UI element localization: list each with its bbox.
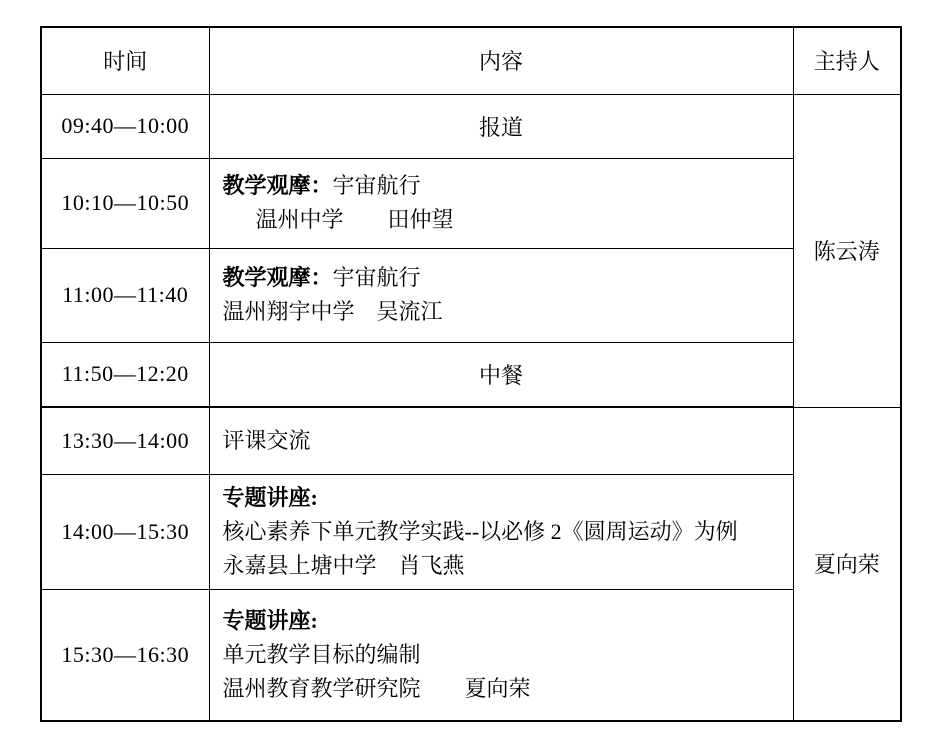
table-row [41, 94, 901, 158]
content-line: 永嘉县上塘中学 肖飞燕 [222, 552, 465, 578]
host-cell-chen: 陈云涛 [793, 94, 901, 407]
table-row [41, 407, 901, 474]
content-heading-line [223, 481, 785, 515]
table-header-row [41, 27, 901, 94]
schedule-table [40, 26, 902, 722]
time-cell: 15:30—16:30 [41, 589, 209, 721]
content-line: 评课交流 [222, 427, 311, 453]
content-line: 单元教学目标的编制 [222, 641, 421, 667]
table-row [41, 474, 901, 589]
table-row [41, 158, 901, 248]
content-line: 温州教育教学研究院 夏向荣 [222, 675, 531, 701]
content-heading: 教学观摩： [222, 173, 333, 198]
content-heading-rest: 宇宙航行 [332, 265, 421, 290]
content-heading-line [223, 604, 785, 638]
time-cell: 13:30—14:00 [41, 407, 209, 474]
header-time: 时间 [41, 27, 209, 94]
time-cell: 10:10—10:50 [41, 158, 209, 248]
table-row [41, 342, 901, 407]
content-heading-rest: 宇宙航行 [332, 173, 421, 198]
content-heading: 专题讲座: [222, 484, 318, 510]
table-row [41, 248, 901, 342]
content-cell [209, 248, 793, 342]
header-content: 内容 [209, 27, 793, 94]
content-cell [209, 474, 793, 589]
time-cell: 14:00—15:30 [41, 474, 209, 589]
content-heading-line [223, 169, 785, 203]
content-line: 温州中学 田仲望 [255, 207, 454, 232]
content-line: 温州翔宇中学 吴流江 [222, 299, 443, 324]
content-heading: 教学观摩： [222, 265, 333, 290]
content-line: 核心素养下单元教学实践--以必修 2《圆周运动》为例 [222, 518, 738, 544]
content-cell [209, 589, 793, 721]
table-row [41, 589, 901, 721]
content-cell: 中餐 [209, 342, 793, 407]
content-cell: 报道 [209, 94, 793, 158]
content-cell [209, 407, 793, 474]
time-cell: 11:00—11:40 [41, 248, 209, 342]
content-heading-line [223, 261, 785, 295]
time-cell: 11:50—12:20 [41, 342, 209, 407]
header-host: 主持人 [793, 27, 901, 94]
host-cell-xia: 夏向荣 [793, 407, 901, 721]
content-heading: 专题讲座: [222, 607, 318, 633]
time-cell: 09:40—10:00 [41, 94, 209, 158]
content-cell [209, 158, 793, 248]
